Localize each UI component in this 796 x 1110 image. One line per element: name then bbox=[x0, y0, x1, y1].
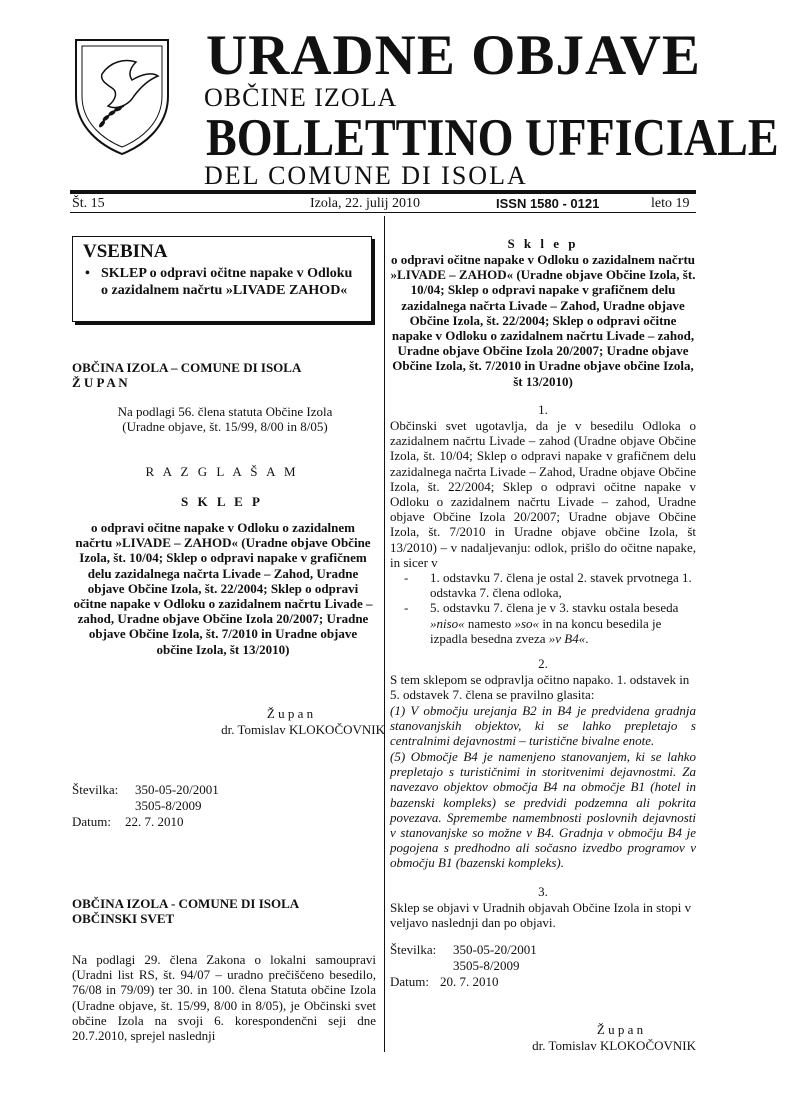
mayor-name-right: dr. Tomislav KLOKOČOVNIK bbox=[532, 1038, 696, 1053]
list-item-text: 1. odstavku 7. člena je ostal 2. stavek prvotnega 1. odstavka 7. člena odloka, bbox=[430, 570, 692, 601]
list-item-end: . bbox=[585, 630, 589, 646]
article-1-text: Občinski svet ugotavlja, da je v besedilu Odloka o zazidalnem načrtu Livade – zahod (Uradne objave Občine Izola, št. 10/04; Sklep o odpravi napake v grafičnem delu zazidalnega načrta Livade – Zahod, Uradne objave Občine Izola, št. 22/2004; Sklep o odpravi očitne napake v Odloku o zazidalnem načrtu Livade – zahod, Uradne objave Občine Izola 20/2007; Uradne objave Občine Izola, št. 7/2010 in Uradne objave občine Izola, št 13/2010) – v nadaljevanju: odlok, prišlo do očitne napake, in sicer v bbox=[390, 418, 696, 570]
article-3-number: 3. bbox=[538, 884, 548, 899]
number-value-right-2: 3505-8/2009 bbox=[453, 958, 520, 973]
izola-crest-emblem bbox=[72, 34, 172, 158]
contents-item-label: SKLEP o odpravi očitne napake v Odloku o zazidalnem načrtu »LIVADE ZAHOD« bbox=[101, 266, 353, 298]
list-item bbox=[390, 600, 696, 646]
mayor-title-right: Ž u p a n bbox=[596, 1022, 644, 1037]
contents-box bbox=[72, 236, 372, 322]
document-type: S K L E P bbox=[181, 494, 263, 509]
list-item-text-tail: in na koncu besedila je izpadla besedna zveza bbox=[430, 615, 662, 646]
quoted-phrase-vb4: »v B4« bbox=[548, 630, 586, 646]
legal-basis: Na podlagi 56. člena statuta Občine Izola (Uradne objave, št. 15/99, 8/00 in 8/05) bbox=[117, 404, 333, 435]
masthead-rule bbox=[70, 190, 696, 194]
council-name: OBČINSKI SVET bbox=[72, 911, 175, 927]
article-2-paragraph-1: (1) V območju urejanja B2 in B4 je predvidena gradnja stanovanjskih objektov, ki se lahko prepletajo s centralnimi dejavnostmi – turistične bivalne enote. bbox=[390, 703, 696, 749]
authority-name-2: OBČINA IZOLA - COMUNE DI ISOLA bbox=[72, 896, 300, 911]
document-title: o odpravi očitne napake v Odloku o zazidalnem načrtu »LIVADE – ZAHOD« (Uradne objave Občine Izola, št. 10/04; Sklep o odpravi napake v grafičnem delu zazidalnega načrta Livade – Zahod, Uradne objave Občine Izola, št. 22/2004; Sklep o odpravi očitne napake v Odloku o zazidalnem načrtu Livade – zahod, Uradne objave Občine Izola 20/2007; Uradne objave Občine Izola, št. 7/2010 in Uradne objave občine Izola, št 13/2010) bbox=[73, 520, 373, 657]
date-label-right: Datum: bbox=[390, 974, 429, 989]
authority-name: OBČINA IZOLA – COMUNE DI ISOLA bbox=[72, 360, 302, 375]
list-item bbox=[390, 570, 696, 600]
date-value: 22. 7. 2010 bbox=[125, 814, 184, 829]
council-legal-basis: Na podlagi 29. člena Zakona o lokalni samoupravi (Uradni list RS, št. 94/07 – uradno prečiščeno besedilo, 76/08 in 79/09) ter 30. in 100. člena Statuta občine Izola (Uradne objave, št. 15/99, 8/00 in 8/05), je Občinski svet občine Izola na svoji 6. korespondenčni seji dne 20.7.2010, sprejel naslednji bbox=[72, 952, 376, 1044]
proclamation: R A Z G L A Š A M bbox=[145, 464, 299, 479]
dash-bullet: - bbox=[404, 600, 409, 616]
issue-rule bbox=[70, 212, 696, 213]
number-label-right: Številka: bbox=[390, 942, 437, 957]
issue-place-date: Izola, 22. julij 2010 bbox=[310, 196, 421, 211]
quoted-word-niso: »niso« bbox=[430, 615, 465, 631]
contents-item[interactable] bbox=[83, 265, 361, 299]
article-2-text: S tem sklepom se odpravlja očitno napako. 1. odstavek in 5. odstavek 7. člena se pravilno glasita: bbox=[390, 672, 690, 703]
mayor-name: dr. Tomislav KLOKOČOVNIK bbox=[221, 722, 385, 737]
quoted-word-so: »so« bbox=[514, 615, 540, 631]
mayor-title: Ž u p a n bbox=[266, 706, 314, 721]
masthead-municipality-it: DEL COMUNE DI ISOLA bbox=[204, 161, 528, 190]
authority-heading-2 bbox=[72, 896, 372, 926]
masthead-title-it: BOLLETTINO UFFICIALE bbox=[206, 109, 779, 167]
number-value-2: 3505-8/2009 bbox=[135, 798, 202, 813]
number-value-1: 350-05-20/2001 bbox=[135, 782, 219, 797]
article-3-text: Sklep se objavi v Uradnih objavah Občine Izola in stopi v veljavo naslednji dan po objavi. bbox=[390, 900, 692, 931]
authority-heading bbox=[72, 360, 372, 390]
bullet-icon: • bbox=[85, 266, 90, 281]
column-divider bbox=[384, 216, 385, 1052]
article-2-paragraph-5: (5) Območje B4 je namenjeno stanovanjem, ki se lahko prepletajo s turističnimi in storitvenimi dejavnostmi. Za navezavo objektov območja B4 na območje B1 (hotel in bazenski kompleks) se predvidi podzemna ali pokrita povezava. Spremembe namembnosti poslovnih dejavnosti v stanovanjske so možne v B4. Gradnja v območju B4 je pogojena s predhodno ali sočasno izvedbo programov v območju B1 (bazenski kompleks). bbox=[390, 749, 696, 871]
article-2-number: 2. bbox=[538, 656, 548, 671]
list-item-text-mid: namesto bbox=[467, 615, 512, 631]
resolution-type: S k l e p bbox=[507, 236, 579, 251]
list-item-text: 5. odstavku 7. člena je v 3. stavku ostala beseda bbox=[430, 600, 679, 616]
masthead-title-sl: URADNE OBJAVE bbox=[206, 24, 701, 87]
article-1-list bbox=[390, 570, 696, 646]
masthead-municipality-sl: OBČINE IZOLA bbox=[204, 83, 398, 112]
issue-year: leto 19 bbox=[651, 196, 690, 211]
authority-office: Ž U P A N bbox=[72, 375, 128, 391]
date-value-right: 20. 7. 2010 bbox=[440, 974, 499, 989]
contents-title: VSEBINA bbox=[83, 241, 168, 262]
article-1-number: 1. bbox=[538, 402, 548, 417]
number-label: Številka: bbox=[72, 782, 119, 797]
dash-bullet: - bbox=[404, 570, 409, 585]
date-label: Datum: bbox=[72, 814, 111, 829]
issue-issn: ISSN 1580 - 0121 bbox=[496, 196, 600, 211]
dove-crest-icon bbox=[72, 34, 172, 158]
number-value-right-1: 350-05-20/2001 bbox=[453, 942, 537, 957]
issue-number: Št. 15 bbox=[72, 196, 105, 211]
resolution-title: o odpravi očitne napake v Odloku o zazidalnem načrtu »LIVADE – ZAHOD« (Uradne objave Občine Izola, št. 10/04; Sklep o odpravi napake v grafičnem delu zazidalnega načrta Livade – Zahod, Uradne objave Občine Izola, št. 22/2004; Sklep o odpravi očitne napake v Odloku o zazidalnem načrtu Livade – zahod, Uradne objave Občine Izola 20/2007; Uradne objave Občine Izola, št. 7/2010 in Uradne objave občine Izola, št 13/2010) bbox=[390, 252, 696, 389]
